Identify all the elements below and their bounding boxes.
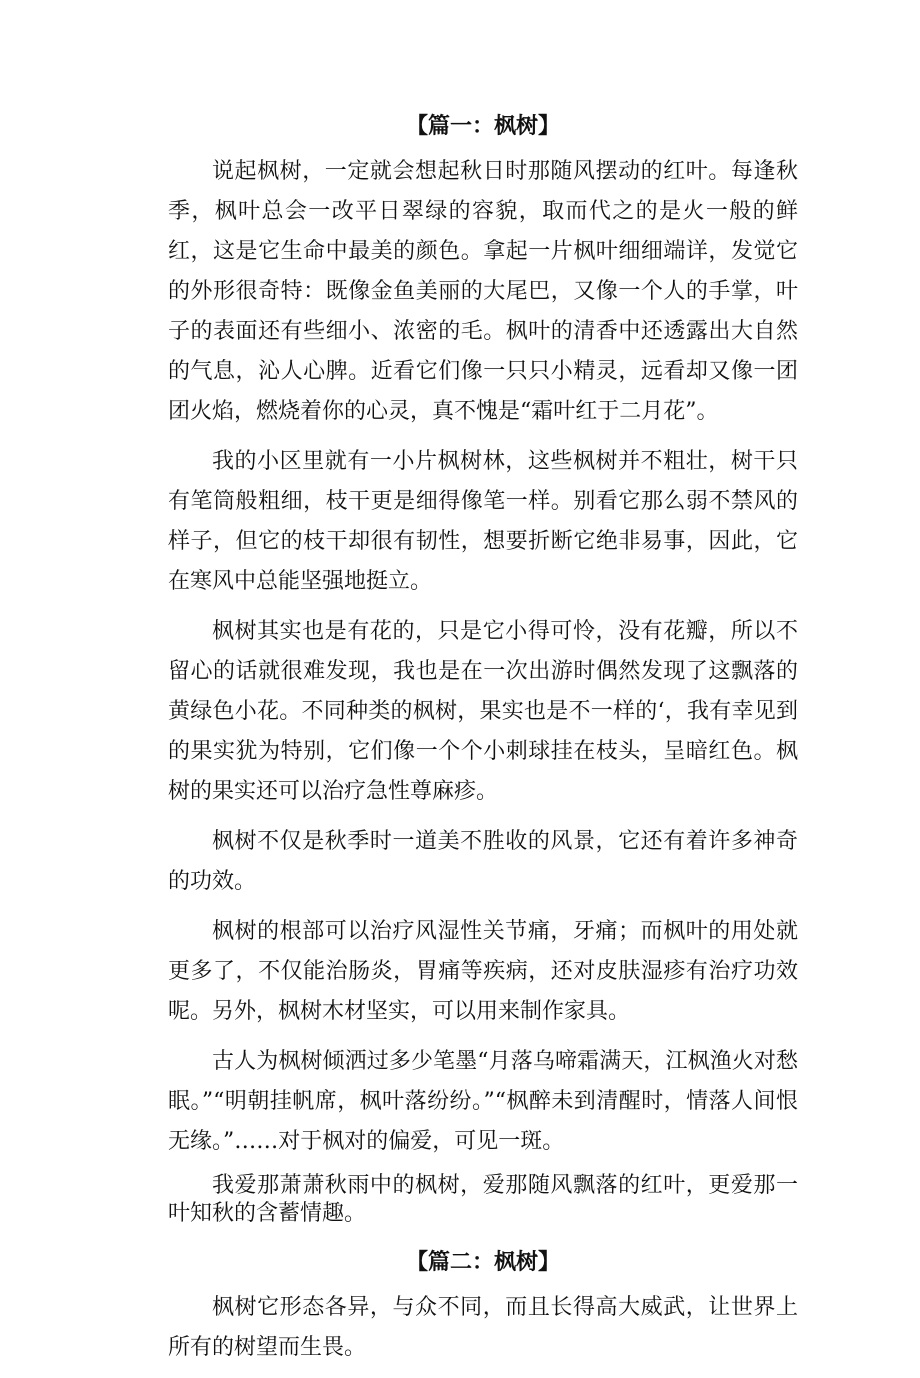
section-1-paragraph-2: 我的小区里就有一小片枫树林，这些枫树并不粗壮，树干只有笔筒般粗细，枝干更是细得像笔一样。别看它那么弱不禁风的样子，但它的枝干却很有韧性，想要折断它绝非易事，因此，它在寒风中总能坚强地挺立。 bbox=[168, 449, 798, 594]
document-body bbox=[168, 108, 798, 1378]
section-1-paragraph-5: 枫树的根部可以治疗风湿性关节痛，牙痛；而枫叶的用处就更多了，不仅能治肠炎，胃痛等疾病，还对皮肤湿疹有治疗功效呢。另外，枫树木材坚实，可以用来制作家具。 bbox=[168, 919, 798, 1024]
section-1-paragraph-6: 古人为枫树倾洒过多少笔墨“月落乌啼霜满天，江枫渔火对愁眠。”“明朝挂帆席，枫叶落纷纷。”“枫醉未到清醒时，情落人间恨无缘。”……对于枫对的偏爱，可见一斑。 bbox=[168, 1049, 798, 1154]
section-1-paragraph-1: 说起枫树，一定就会想起秋日时那随风摆动的红叶。每逢秋季，枫叶总会一改平日翠绿的容貌，取而代之的是火一般的鲜红，这是它生命中最美的颜色。拿起一片枫叶细细端详，发觉它的外形很奇特：既像金鱼美丽的大尾巴，又像一个人的手掌，叶子的表面还有些细小、浓密的毛。枫叶的清香中还透露出大自然的气息，沁人心脾。近看它们像一只只小精灵，远看却又像一团团火焰，燃烧着你的心灵，真不愧是“霜叶红于二月花”。 bbox=[168, 159, 798, 424]
section-1-paragraph-3: 枫树其实也是有花的，只是它小得可怜，没有花瓣，所以不留心的话就很难发现，我也是在一次出游时偶然发现了这飘落的黄绿色小花。不同种类的枫树，果实也是不一样的‘，我有幸见到的果实犹为特别，它们像一个个小刺球挂在枝头，呈暗红色。枫树的果实还可以治疗急性尊麻疹。 bbox=[168, 619, 798, 804]
section-1-paragraph-7: 我爱那萧萧秋雨中的枫树，爱那随风飘落的红叶，更爱那一叶知秋的含蓄情趣。 bbox=[168, 1173, 798, 1226]
section-1-title: 【篇一：枫树】 bbox=[405, 113, 560, 139]
section-1-paragraph-4: 枫树不仅是秋季时一道美不胜收的风景，它还有着许多神奇的功效。 bbox=[168, 829, 798, 894]
section-2-title: 【篇二：枫树】 bbox=[405, 1249, 560, 1275]
section-2-paragraph-1: 枫树它形态各异，与众不同，而且长得高大威武，让世界上所有的树望而生畏。 bbox=[168, 1295, 798, 1360]
